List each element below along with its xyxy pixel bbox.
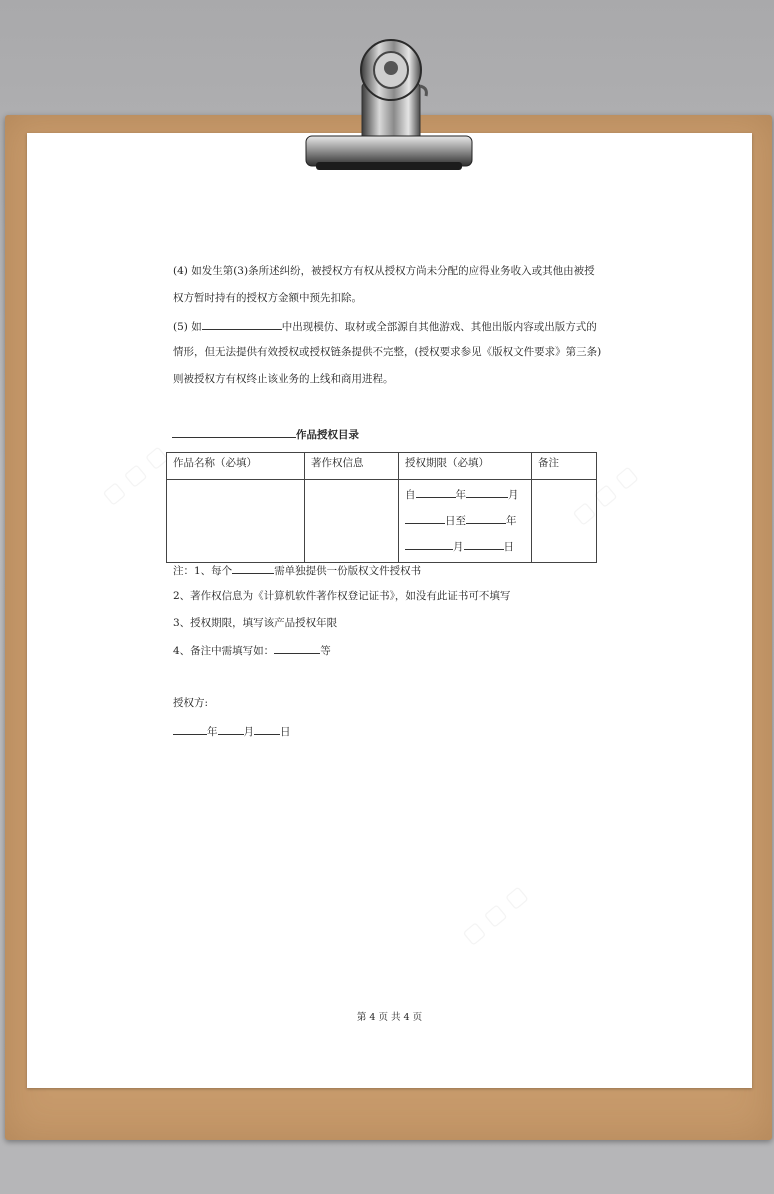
table-row: [167, 480, 597, 563]
blank: [254, 723, 280, 735]
note-3: 3、授权期限，填写该产品授权年限: [173, 617, 338, 629]
para5-line2: 情形，但无法提供有效授权或授权链条提供不完整，(授权要求参见《版权文件要求》第三条): [173, 346, 602, 358]
authorization-table: [166, 452, 597, 563]
blank: [218, 723, 244, 735]
para5-prefix: (5) 如: [173, 321, 202, 333]
blank: [466, 486, 508, 498]
note-4-suffix: 等: [320, 645, 331, 657]
para4-line1: (4) 如发生第(3)条所述纠纷，被授权方有权从授权方尚未分配的应得业务收入或其他由被授: [173, 265, 595, 277]
para5-suffix: 中出现模仿、取材或全部源自其他游戏、其他出版内容或出版方式的: [281, 321, 597, 333]
note-4: [173, 642, 331, 658]
watermark: ▢ ▢ ▢: [97, 441, 173, 510]
watermark: ▢ ▢ ▢: [457, 881, 533, 950]
para5-line1: [173, 318, 597, 334]
signature-date: [173, 723, 291, 739]
header-remarks: 备注: [532, 453, 597, 480]
blank: [466, 512, 506, 524]
note-1: [173, 562, 421, 578]
work-name-blank: [202, 318, 282, 330]
cell-auth-period: [399, 480, 532, 563]
document-page: [27, 133, 752, 1088]
note-4-prefix: 4、备注中需填写如：: [173, 645, 275, 657]
note-1-prefix: 注：1、每个: [173, 565, 233, 577]
period-line-3: [405, 534, 525, 560]
sig-month-label: 月: [243, 726, 254, 738]
page-footer: 第 4 页 共 4 页: [356, 1012, 423, 1023]
period-day-label: 日: [503, 541, 514, 553]
period-month-label: 月: [453, 541, 464, 553]
binder-clip: [296, 28, 481, 178]
cell-work-name: [167, 480, 305, 563]
note-1-suffix: 需单独提供一份版权文件授权书: [274, 565, 422, 577]
period-year-label: 年: [455, 489, 466, 501]
header-work-name: 作品名称（必填）: [167, 453, 305, 480]
catalog-title-line: [172, 426, 359, 442]
para5-line3: 则被授权方有权终止该业务的上线和商用进程。: [173, 373, 394, 385]
catalog-title: 作品授权目录: [296, 429, 359, 441]
sig-year-label: 年: [207, 726, 218, 738]
header-auth-period: 授权期限（必填）: [399, 453, 532, 480]
period-month-label: 月: [508, 489, 519, 501]
blank: [405, 538, 453, 550]
watermark: ▢ ▢ ▢: [567, 461, 643, 530]
signature-label: 授权方:: [173, 697, 209, 709]
catalog-name-blank: [172, 426, 296, 438]
period-line-2: [405, 508, 525, 534]
blank: [232, 562, 274, 574]
period-dayto-label: 日至: [445, 515, 466, 527]
para4-line2: 权方暂时持有的授权方金额中预先扣除。: [173, 292, 362, 304]
sig-day-label: 日: [280, 726, 291, 738]
blank: [416, 486, 456, 498]
period-line-1: [405, 482, 525, 508]
period-year-label: 年: [506, 515, 517, 527]
blank: [173, 723, 207, 735]
period-from-label: 自: [405, 489, 416, 501]
header-copyright-info: 著作权信息: [305, 453, 399, 480]
cell-remarks: [532, 480, 597, 563]
blank: [405, 512, 445, 524]
table-header-row: [167, 453, 597, 480]
blank: [274, 642, 320, 654]
cell-copyright-info: [305, 480, 399, 563]
blank: [464, 538, 504, 550]
note-2: 2、著作权信息为《计算机软件著作权登记证书》，如没有此证书可不填写: [173, 590, 511, 602]
